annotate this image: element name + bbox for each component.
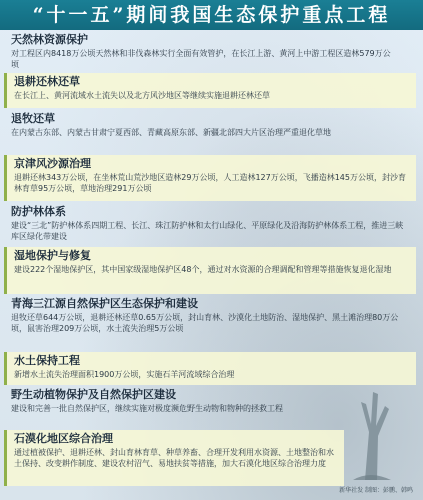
- section-heading: 青海三江源自然保护区生态保护和建设: [11, 297, 198, 310]
- section-heading: 水土保持工程: [14, 354, 80, 367]
- section-body: 建设和完善一批自然保护区，继续实施对极度濒危野生动物和物种的拯救工程: [11, 404, 283, 413]
- section-heading: 退牧还草: [11, 112, 55, 125]
- section-wetland: [4, 247, 416, 294]
- section-body: 退耕还林343万公顷，在坐林荒山荒沙地区造林29万公顷，人工造林127万公顷，飞播造林145万公顷，封沙育林育草95万公顷，草地治理291万公顷: [14, 173, 406, 193]
- section-natural-forest: [4, 31, 399, 79]
- section-heading: 天然林资源保护: [11, 33, 88, 46]
- section-body: 在长江上、黄河流域水土流失以及北方风沙地区等继续实施退耕还林还草: [14, 91, 270, 100]
- section-heading: 防护林体系: [11, 205, 66, 218]
- section-shelterbelt: [4, 203, 416, 249]
- section-wildlife-protection: [4, 386, 344, 430]
- section-body: 退牧还草644万公顷，退耕还林还草0.65万公顷，封山育林、沙漠化土地防治、湿地保护、黑土滩治理80万公顷，鼠害治理209万公顷，水土流失治理5万公顷: [11, 313, 399, 333]
- section-heading: 退耕还林还草: [14, 75, 80, 88]
- section-heading: 湿地保护与修复: [14, 249, 91, 262]
- section-body: 通过植被保护、退耕还林、封山育林育草、种草养畜、合理开发利用水资源、土地整治和水土保持、改变耕作制度、建设农村沼气、易地扶贫等措施，加大石漠化地区综合治理力度: [14, 448, 334, 468]
- section-body: 建设“三北”防护林体系四期工程、长江、珠江防护林和太行山绿化、平原绿化及沿海防护林体系工程，推进三峡库区绿化带建设: [11, 221, 404, 241]
- section-body: 新增水土流失治理面积1900万公顷，实施石羊河流域综合治理: [14, 370, 235, 379]
- section-heading: 京津风沙源治理: [14, 157, 91, 170]
- section-body: 在内蒙古东部、内蒙古甘肃宁夏西部、青藏高原东部、新疆北部四大片区治理严重退化草地: [11, 128, 331, 137]
- section-heading: 石漠化地区综合治理: [14, 432, 113, 445]
- section-sanjiangyuan: [4, 295, 416, 351]
- section-grain-for-green: [4, 73, 416, 108]
- section-rocky-desertification: [4, 430, 344, 486]
- dead-tree-icon: [335, 362, 405, 482]
- page-title: “十一五”期间我国生态保护重点工程: [0, 0, 423, 30]
- section-grazing-to-grass: [4, 110, 416, 156]
- section-body: 建设222个湿地保护区，其中国家级湿地保护区48个，通过对水资源的合理调配和管理等措施恢复退化湿地: [14, 265, 392, 274]
- section-body: 对工程区内8418万公顷天然林和非伐森林实行全面有效管护，在长江上游、黄河上中游工程区造林579万公顷: [11, 49, 391, 69]
- section-heading: 野生动植物保护及自然保护区建设: [11, 388, 176, 401]
- section-sandstorm-control: [4, 155, 416, 201]
- credit-line: 新华社发 制图：彭鹏、韩鸣: [339, 487, 413, 494]
